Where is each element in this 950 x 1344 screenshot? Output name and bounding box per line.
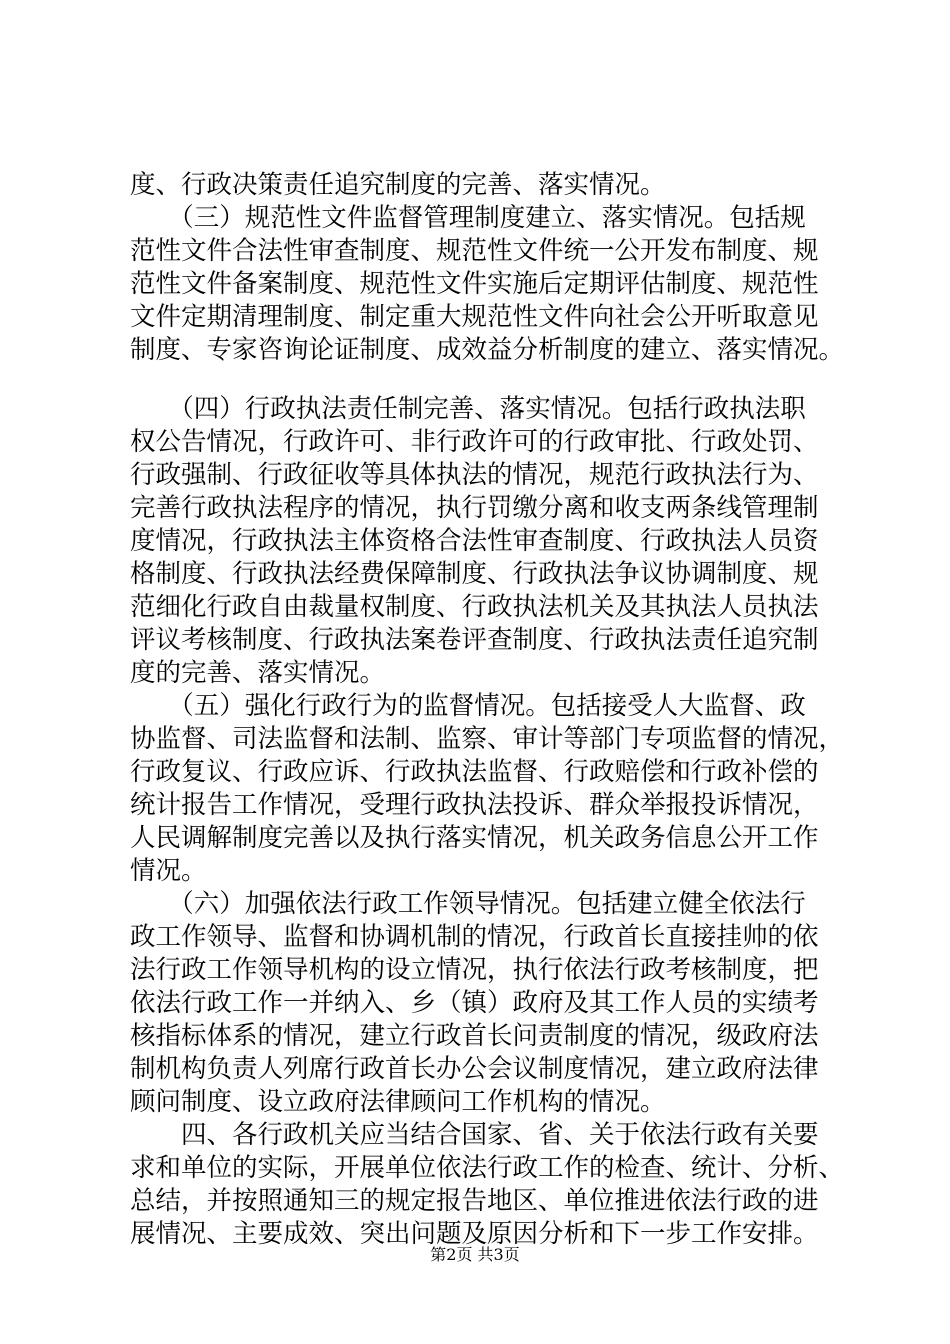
text-line: 求和单位的实际，开展单位依法行政工作的检查、统计、分析、 [130, 1153, 845, 1183]
text-line: 行政强制、行政征收等具体执法的情况，规范行政执法行为、 [130, 460, 819, 490]
text-line: 人民调解制度完善以及执行落实情况，机关政务信息公开工作 [130, 823, 819, 853]
text-line: 度、行政决策责任追究制度的完善、落实情况。 [130, 170, 666, 200]
page-number-footer: 第2页 共3页 [430, 1245, 520, 1264]
text-line: 协监督、司法监督和法制、监察、审计等部门专项监督的情况， [130, 724, 845, 754]
text-line: 完善行政执法程序的情况，执行罚缴分离和收支两条线管理制 [130, 493, 819, 523]
text-line: 制机构负责人列席行政首长办公会议制度情况，建立政府法律 [130, 1054, 819, 1084]
text-line: 度情况，行政执法主体资格合法性审查制度、行政执法人员资 [130, 526, 819, 556]
text-line: 法行政工作领导机构的设立情况，执行依法行政考核制度，把 [130, 955, 819, 985]
text-line: 政工作领导、监督和协调机制的情况，行政首长直接挂帅的依 [130, 922, 819, 952]
text-line: （五）强化行政行为的监督情况。包括接受人大监督、政 [130, 691, 806, 721]
text-line: 制度、专家咨询论证制度、成效益分析制度的建立、落实情况。 [130, 335, 845, 365]
text-line: 格制度、行政执法经费保障制度、行政执法争议协调制度、规 [130, 559, 819, 589]
text-line: 情况。 [130, 856, 207, 886]
text-line: 依法行政工作一并纳入、乡（镇）政府及其工作人员的实绩考 [130, 988, 819, 1018]
text-line: 评议考核制度、行政执法案卷评查制度、行政执法责任追究制 [130, 625, 819, 655]
text-line: 范性文件备案制度、规范性文件实施后定期评估制度、规范性 [130, 269, 819, 299]
text-line: 展情况、主要成效、突出问题及原因分析和下一步工作安排。 [130, 1219, 819, 1249]
text-line: 顾问制度、设立政府法律顾问工作机构的情况。 [130, 1087, 666, 1117]
text-line: 度的完善、落实情况。 [130, 658, 386, 688]
text-line: 范性文件合法性审查制度、规范性文件统一公开发布制度、规 [130, 236, 819, 266]
text-line: 总结，并按照通知三的规定报告地区、单位推进依法行政的进 [130, 1186, 819, 1216]
text-line: 文件定期清理制度、制定重大规范性文件向社会公开听取意见 [130, 302, 819, 332]
text-line: （三）规范性文件监督管理制度建立、落实情况。包括规 [130, 203, 806, 233]
text-line: （六）加强依法行政工作领导情况。包括建立健全依法行 [130, 889, 806, 919]
text-line: 行政复议、行政应诉、行政执法监督、行政赔偿和行政补偿的 [130, 757, 819, 787]
text-line: 权公告情况，行政许可、非行政许可的行政审批、行政处罚、 [130, 427, 819, 457]
text-line: 四、各行政机关应当结合国家、省、关于依法行政有关要 [130, 1120, 819, 1150]
text-line: 统计报告工作情况，受理行政执法投诉、群众举报投诉情况， [130, 790, 819, 820]
text-line: 范细化行政自由裁量权制度、行政执法机关及其执法人员执法 [130, 592, 819, 622]
text-line: 核指标体系的情况，建立行政首长问责制度的情况，级政府法 [130, 1021, 819, 1051]
text-line: （四）行政执法责任制完善、落实情况。包括行政执法职 [130, 394, 806, 424]
